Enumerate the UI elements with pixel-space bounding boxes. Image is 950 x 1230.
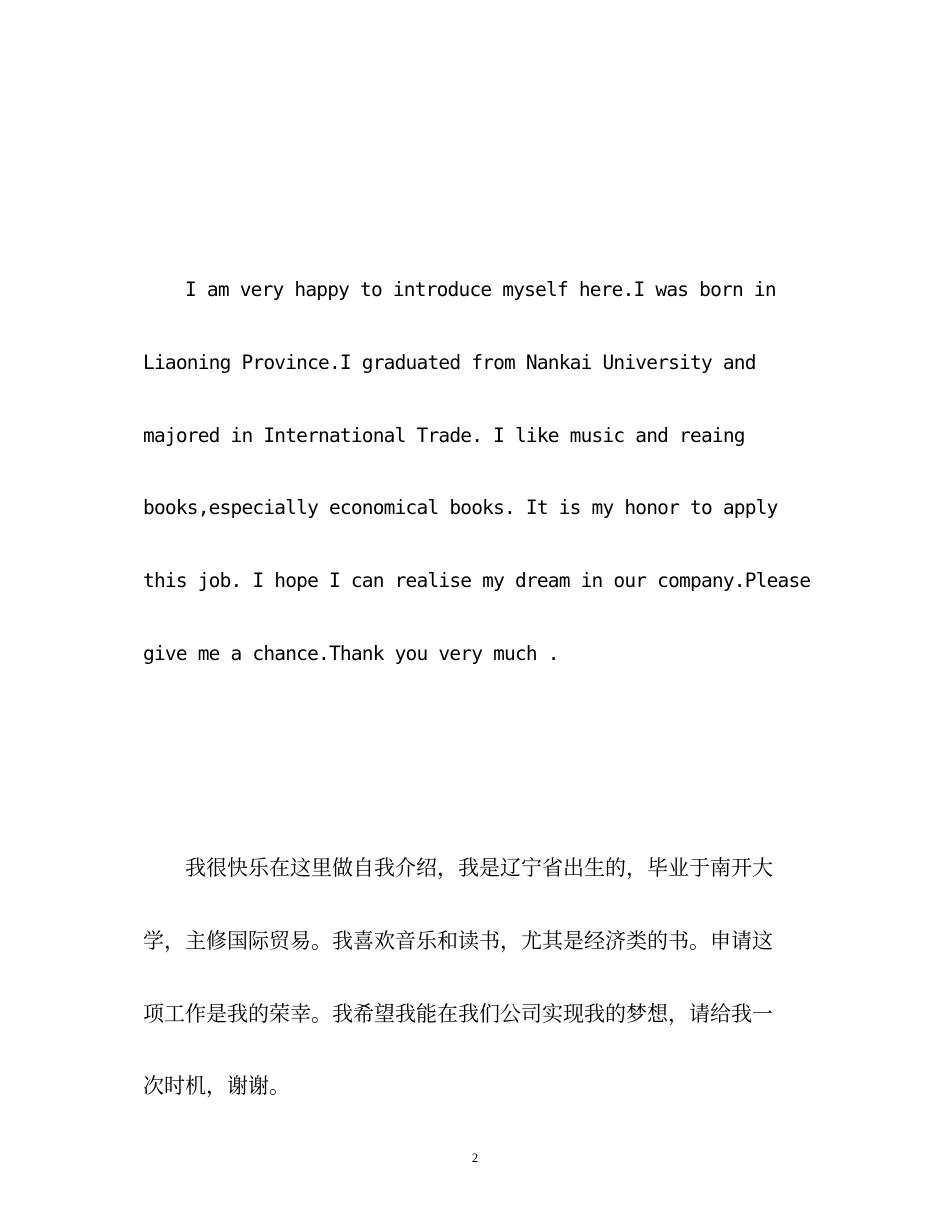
chinese-line-3: 项工作是我的荣幸。我希望我能在我们公司实现我的梦想，请给我一 — [143, 1002, 773, 1026]
english-line-5: this job. I hope I can realise my dream in our company.Please — [143, 569, 811, 592]
english-line-4: books,especially economical books. It is my honor to apply — [143, 496, 778, 519]
chinese-line-4: 次时机，谢谢。 — [143, 1074, 290, 1098]
english-line-3: majored in International Trade. I like music and reaing — [143, 424, 745, 447]
page-number: 2 — [471, 1150, 479, 1165]
english-line-2: Liaoning Province.I graduated from Nankai University and — [143, 351, 756, 374]
chinese-line-1: 我很快乐在这里做自我介绍，我是辽宁省出生的，毕业于南开大 — [185, 856, 773, 880]
english-line-1: I am very happy to introduce myself here.I was born in — [185, 278, 776, 301]
chinese-line-2: 学，主修国际贸易。我喜欢音乐和读书，尤其是经济类的书。申请这 — [143, 929, 773, 953]
english-line-6: give me a chance.Thank you very much . — [143, 642, 559, 665]
